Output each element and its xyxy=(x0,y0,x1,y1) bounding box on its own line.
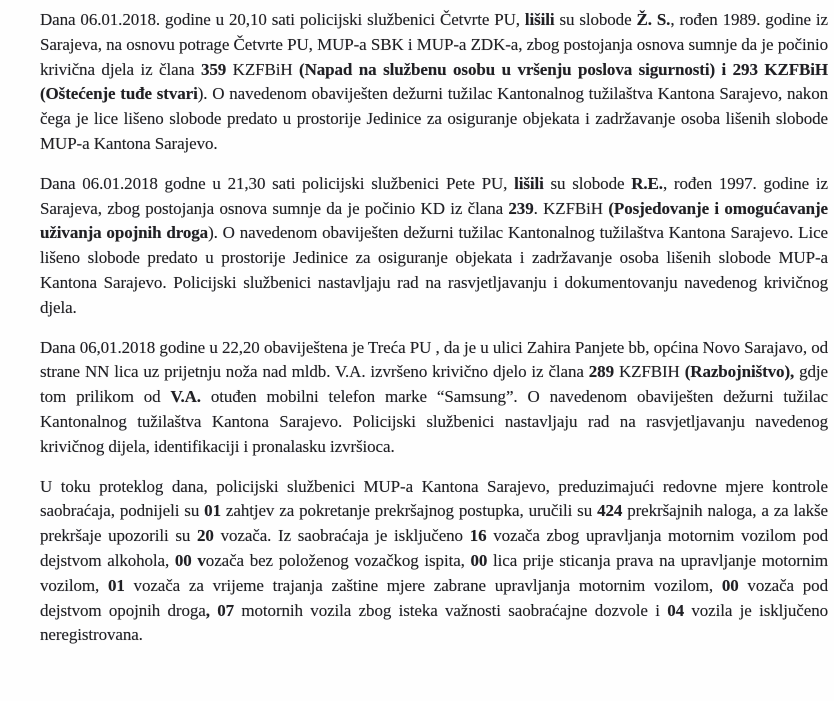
text-run: otuđen mobilni telefon marke “Samsung”. O navedenom obaviješten dežurni tužilac Kantonalnog tužilaštva Kantona Sarajevo. Policijski službenici nastavljaju rad na rasvjetljavanju navedenog krivičnog dijela, identifikaciji i pronalasku izvršioca. xyxy=(40,387,828,456)
bold-text-run: lišili xyxy=(524,10,555,29)
bold-text-run: 424 xyxy=(597,501,623,521)
bold-text-run: 20 xyxy=(197,526,214,546)
text-run: vozača pod dejstvom opojnih droga xyxy=(40,575,828,620)
bold-text-run: Ž. S. xyxy=(636,10,671,29)
bold-text-run: 04 xyxy=(667,600,685,620)
paragraph xyxy=(40,8,828,157)
text-run: . KZFBiH xyxy=(533,198,609,218)
text-run: ). O navedenom obaviješten dežurni tužilac Kantonalnog tužilaštva Kantona Sarajevo. Lice lišeno slobode predato u prostorije Jedinice za osiguranje objekata i zadržavanje osoba lišenih slobode MUP-a Kantona Sarajevo. Policijski službenici nastavljaju rad na rasvjetljavanju i dokumentovanju navedenog krivičnog djela. xyxy=(40,223,828,317)
bold-text-run: 16 xyxy=(469,526,487,546)
bold-text-run: 00 xyxy=(721,575,739,595)
text-run: gdje tom prilikom od xyxy=(40,362,828,407)
text-run: KZFBiH xyxy=(226,59,300,79)
text-run: su slobode xyxy=(543,173,632,193)
bold-text-run: lišili xyxy=(514,173,544,193)
bold-text-run: 239 xyxy=(508,198,534,218)
text-run: vozača zbog upravljanja motornim vozilom pod dejstvom alkohola, xyxy=(40,526,829,570)
bold-text-run: (Napad na službenu osobu u vršenju poslova sigurnosti) i 293 KZFBiH (Oštećenje tuđe stvari xyxy=(40,59,829,104)
bold-text-run: 00 v xyxy=(174,550,206,570)
bold-text-run: 359 xyxy=(200,59,227,79)
bold-text-run: R.E. xyxy=(631,173,663,193)
bold-text-run: (Razbojništvo), xyxy=(684,362,795,382)
text-run: vozača za vrijeme trajanja zaštine mjere zabrane upravljanja motornim vozilom, xyxy=(124,575,722,595)
bold-text-run: , 07 xyxy=(205,600,235,620)
bold-text-run: 01 xyxy=(204,501,221,521)
text-run: vozila je isključeno neregistrovana. xyxy=(40,600,828,645)
text-run: U toku proteklog dana, policijski službenici MUP-a Kantona Sarajevo, preduzimajući redovne mjere kontrole saobraćaja, podnijeli su xyxy=(40,476,828,521)
bold-text-run: V.A. xyxy=(170,387,201,407)
text-run: , rođen 1997. godine iz Sarajeva, zbog postojanja osnova sumnje da je počinio KD iz člana xyxy=(40,173,828,218)
bold-text-run: (Posjedovanje i omogućavanje uživanja opojnih droga xyxy=(40,198,828,243)
text-run: motornih vozila zbog isteka važnosti saobraćajne dozvole i xyxy=(234,600,668,620)
text-run: Dana 06,01.2018 godine u 22,20 obaviještena je Treća PU , da je u ulici Zahira Panjete bb, općina Novo Sarajavo, od strane NN lica uz prijetnju noža nad mldb. V.A. izvršeno krivično djelo iz člana xyxy=(40,337,828,382)
paragraph xyxy=(40,336,828,460)
paragraph xyxy=(40,475,828,649)
text-run: , rođen 1989. godine iz Sarajeva, na osnovu potrage Četvrte PU, MUP-a SBK i MUP-a ZDK-a, zbog postojanja osnova sumnje da je počinio krivična djela iz člana xyxy=(40,10,828,79)
text-run: Dana 06.01.2018 godne u 21,30 sati policijski službenici Pete PU, xyxy=(40,173,515,193)
text-run: ). O navedenom obaviješten dežurni tužilac Kantonalnog tužilaštva Kantona Sarajevo, nakon čega je lice lišeno slobode predato u prostorije Jedinice za osiguranje objekata i zadržavanje osoba lišenih slobode MUP-a Kantona Sarajevo. xyxy=(40,84,829,153)
text-run: vozača. Iz saobraćaja je isključeno xyxy=(213,526,470,546)
bold-text-run: 01 xyxy=(107,575,125,595)
bold-text-run: 00 xyxy=(470,550,488,570)
text-run: Dana 06.01.2018. godine u 20,10 sati policijski službenici Četvrte PU, xyxy=(40,10,525,29)
text-run: ozača bez položenog vozačkog ispita, xyxy=(205,550,471,570)
paragraph xyxy=(40,172,828,321)
text-run: KZFBIH xyxy=(613,362,685,382)
text-run: zahtjev za pokretanje prekršajnog postupka, uručili su xyxy=(220,501,598,521)
text-run: su slobode xyxy=(554,10,637,29)
text-run: prekršajnih naloga, a za lakše prekršaje upozorili su xyxy=(40,501,829,546)
bold-text-run: 289 xyxy=(588,362,614,382)
text-run: lica prije sticanja prava na upravljanje motornim vozilom, xyxy=(40,550,829,595)
